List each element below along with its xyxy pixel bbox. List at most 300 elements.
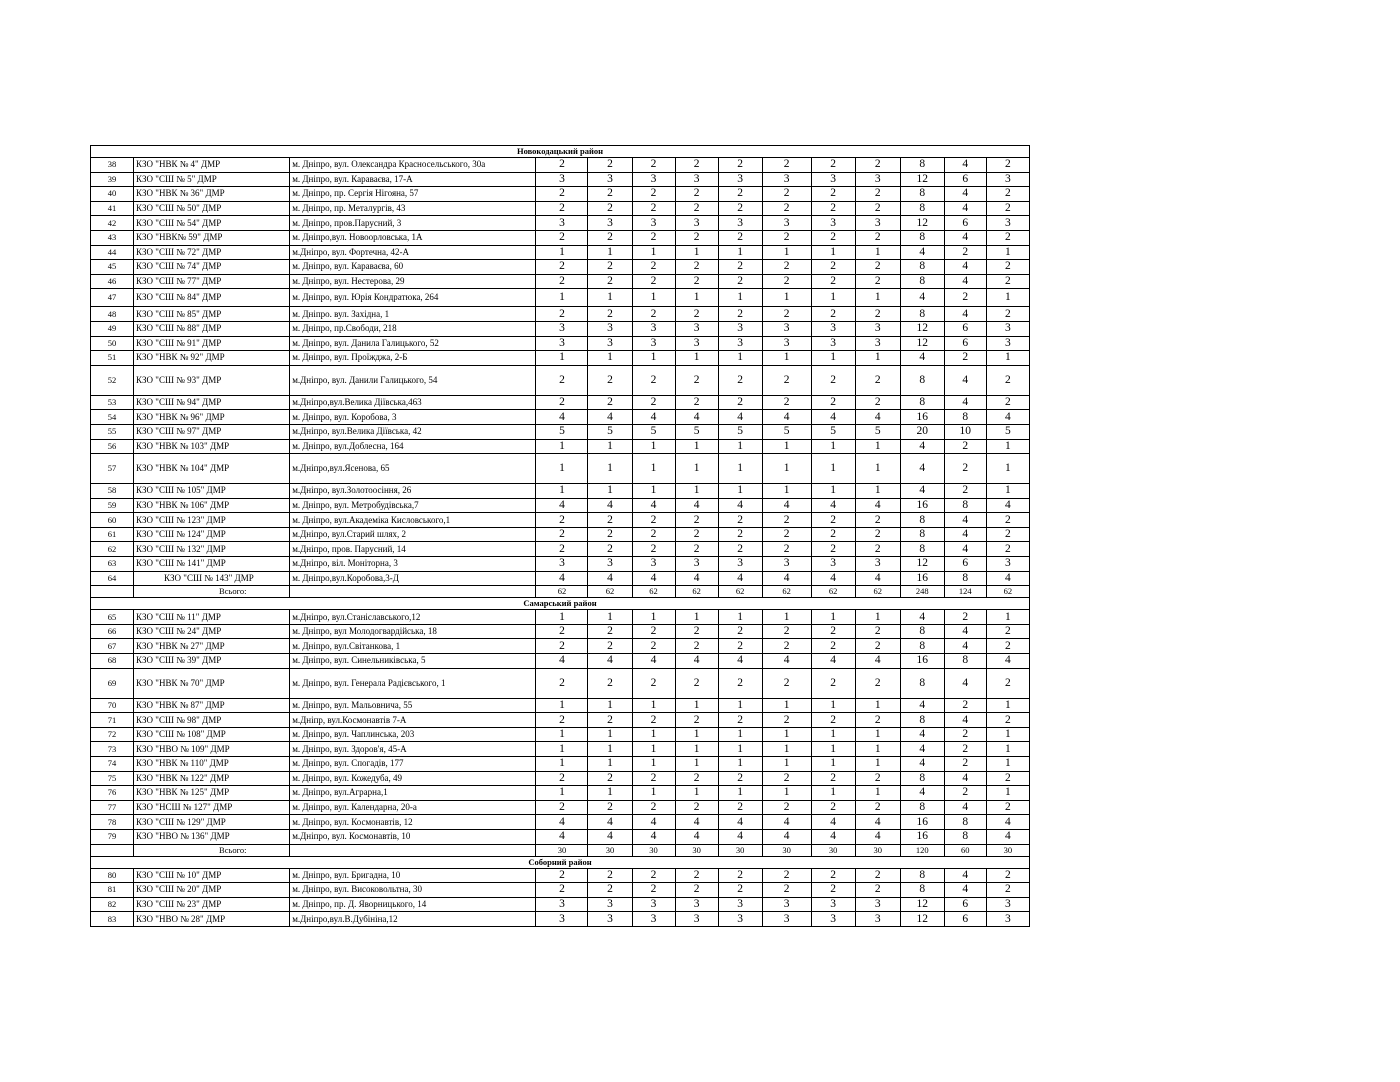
row-number: 45 — [91, 260, 134, 275]
value-cell: 4 — [536, 410, 588, 425]
total-value: 30 — [855, 844, 900, 856]
row-number: 61 — [91, 527, 134, 542]
value-cell: 2 — [811, 527, 855, 542]
value-cell: 8 — [900, 868, 944, 883]
table-row — [91, 498, 1030, 513]
value-cell: 3 — [675, 336, 718, 351]
value-cell: 2 — [944, 727, 986, 742]
school-address: м.Дніпро, пров. Парусний, 14 — [290, 542, 536, 557]
value-cell: 4 — [986, 654, 1029, 669]
value-cell: 2 — [536, 868, 588, 883]
value-cell: 3 — [986, 172, 1029, 187]
school-address: м. Дніпро, вул Молодогвардійська, 18 — [290, 624, 536, 639]
value-cell: 4 — [900, 351, 944, 366]
value-cell: 1 — [632, 786, 675, 801]
value-cell: 2 — [632, 527, 675, 542]
value-cell: 8 — [900, 274, 944, 289]
value-cell: 1 — [536, 757, 588, 772]
value-cell: 4 — [986, 410, 1029, 425]
value-cell: 2 — [855, 639, 900, 654]
value-cell: 1 — [632, 439, 675, 454]
value-cell: 3 — [986, 557, 1029, 572]
value-cell: 12 — [900, 321, 944, 336]
value-cell: 3 — [811, 897, 855, 912]
value-cell: 1 — [855, 484, 900, 499]
row-number: 60 — [91, 513, 134, 528]
table-row — [91, 424, 1030, 439]
value-cell: 16 — [900, 498, 944, 513]
value-cell: 2 — [588, 307, 632, 322]
school-name: КЗО "НВО № 28" ДМР — [134, 912, 290, 927]
value-cell: 2 — [986, 187, 1029, 202]
total-empty — [290, 586, 536, 598]
value-cell: 8 — [944, 654, 986, 669]
value-cell: 8 — [944, 815, 986, 830]
value-cell: 4 — [944, 771, 986, 786]
value-cell: 2 — [762, 187, 811, 202]
value-cell: 1 — [762, 439, 811, 454]
value-cell: 2 — [855, 260, 900, 275]
row-number: 76 — [91, 786, 134, 801]
row-number: 62 — [91, 542, 134, 557]
value-cell: 16 — [900, 410, 944, 425]
value-cell: 3 — [536, 216, 588, 231]
school-address: м. Дніпро, вул. Високовольтна, 30 — [290, 883, 536, 898]
value-cell: 2 — [762, 230, 811, 245]
value-cell: 4 — [944, 513, 986, 528]
value-cell: 4 — [944, 201, 986, 216]
value-cell: 1 — [855, 786, 900, 801]
value-cell: 8 — [900, 260, 944, 275]
value-cell: 6 — [944, 897, 986, 912]
total-value: 124 — [944, 586, 986, 598]
value-cell: 4 — [944, 187, 986, 202]
value-cell: 1 — [588, 289, 632, 307]
value-cell: 1 — [811, 245, 855, 260]
value-cell: 2 — [632, 187, 675, 202]
value-cell: 2 — [536, 307, 588, 322]
value-cell: 3 — [762, 912, 811, 927]
value-cell: 4 — [632, 829, 675, 844]
value-cell: 2 — [986, 771, 1029, 786]
value-cell: 4 — [900, 289, 944, 307]
value-cell: 2 — [536, 771, 588, 786]
value-cell: 2 — [762, 395, 811, 410]
value-cell: 2 — [588, 201, 632, 216]
value-cell: 6 — [944, 321, 986, 336]
value-cell: 4 — [855, 815, 900, 830]
value-cell: 4 — [986, 815, 1029, 830]
school-name: КЗО "СШ № 123" ДМР — [134, 513, 290, 528]
school-name: КЗО "НВК№ 59" ДМР — [134, 230, 290, 245]
value-cell: 4 — [588, 815, 632, 830]
value-cell: 4 — [944, 365, 986, 395]
value-cell: 3 — [632, 557, 675, 572]
value-cell: 3 — [986, 897, 1029, 912]
value-cell: 4 — [811, 498, 855, 513]
value-cell: 1 — [632, 757, 675, 772]
value-cell: 4 — [675, 498, 718, 513]
total-value: 62 — [986, 586, 1029, 598]
value-cell: 3 — [536, 557, 588, 572]
school-name: КЗО "СШ № 85" ДМР — [134, 307, 290, 322]
value-cell: 1 — [762, 786, 811, 801]
value-cell: 2 — [675, 800, 718, 815]
table-row — [91, 454, 1030, 484]
value-cell: 4 — [944, 260, 986, 275]
total-empty — [91, 844, 134, 856]
table-row — [91, 557, 1030, 572]
value-cell: 3 — [675, 216, 718, 231]
total-value: 62 — [536, 586, 588, 598]
value-cell: 2 — [632, 307, 675, 322]
value-cell: 1 — [855, 351, 900, 366]
value-cell: 4 — [986, 571, 1029, 586]
value-cell: 2 — [762, 771, 811, 786]
row-number: 57 — [91, 454, 134, 484]
value-cell: 1 — [811, 698, 855, 713]
value-cell: 3 — [588, 912, 632, 927]
value-cell: 4 — [811, 829, 855, 844]
value-cell: 4 — [762, 829, 811, 844]
value-cell: 5 — [718, 424, 762, 439]
value-cell: 1 — [986, 289, 1029, 307]
school-address: м. Дніпро, вул.Світанкова, 1 — [290, 639, 536, 654]
value-cell: 4 — [944, 230, 986, 245]
total-value: 30 — [762, 844, 811, 856]
value-cell: 3 — [675, 557, 718, 572]
school-address: м. Дніпро, вул. Здоров'я, 45-А — [290, 742, 536, 757]
value-cell: 2 — [944, 289, 986, 307]
value-cell: 1 — [811, 484, 855, 499]
value-cell: 5 — [986, 424, 1029, 439]
value-cell: 1 — [675, 698, 718, 713]
total-value: 30 — [632, 844, 675, 856]
school-name: КЗО "НВК № 87" ДМР — [134, 698, 290, 713]
value-cell: 2 — [675, 527, 718, 542]
value-cell: 1 — [675, 727, 718, 742]
value-cell: 2 — [675, 201, 718, 216]
value-cell: 2 — [718, 542, 762, 557]
value-cell: 8 — [900, 527, 944, 542]
value-cell: 2 — [588, 365, 632, 395]
row-number: 72 — [91, 727, 134, 742]
table-row — [91, 289, 1030, 307]
value-cell: 3 — [718, 321, 762, 336]
value-cell: 2 — [855, 187, 900, 202]
value-cell: 3 — [762, 216, 811, 231]
value-cell: 2 — [718, 527, 762, 542]
school-address: м. Дніпро, вул. Космонавтів, 12 — [290, 815, 536, 830]
row-number: 77 — [91, 800, 134, 815]
value-cell: 1 — [986, 610, 1029, 625]
value-cell: 3 — [632, 336, 675, 351]
value-cell: 2 — [944, 742, 986, 757]
value-cell: 16 — [900, 654, 944, 669]
value-cell: 1 — [986, 698, 1029, 713]
value-cell: 8 — [900, 713, 944, 728]
value-cell: 8 — [900, 639, 944, 654]
value-cell: 2 — [675, 260, 718, 275]
school-address: м. Дніпро,вул. Новоорловська, 1А — [290, 230, 536, 245]
value-cell: 12 — [900, 336, 944, 351]
total-value: 62 — [632, 586, 675, 598]
value-cell: 8 — [900, 800, 944, 815]
value-cell: 2 — [632, 624, 675, 639]
value-cell: 2 — [536, 542, 588, 557]
row-number: 56 — [91, 439, 134, 454]
school-address: м. Дніпро, вул. Олександра Красносельського, 30а — [290, 158, 536, 173]
table-row — [91, 639, 1030, 654]
total-value: 60 — [944, 844, 986, 856]
value-cell: 2 — [811, 639, 855, 654]
value-cell: 4 — [900, 698, 944, 713]
school-address: м.Дніпро,вул.Велика Діївська,463 — [290, 395, 536, 410]
table-row — [91, 610, 1030, 625]
row-number: 40 — [91, 187, 134, 202]
value-cell: 1 — [675, 484, 718, 499]
value-cell: 4 — [762, 571, 811, 586]
school-name: КЗО "СШ № 54" ДМР — [134, 216, 290, 231]
row-number: 44 — [91, 245, 134, 260]
value-cell: 1 — [855, 454, 900, 484]
school-address: м.Дніпр, вул.Космонавтів 7-А — [290, 713, 536, 728]
value-cell: 1 — [536, 727, 588, 742]
value-cell: 2 — [718, 868, 762, 883]
value-cell: 3 — [632, 216, 675, 231]
value-cell: 4 — [944, 868, 986, 883]
value-cell: 2 — [986, 800, 1029, 815]
value-cell: 1 — [536, 484, 588, 499]
value-cell: 2 — [588, 624, 632, 639]
value-cell: 1 — [536, 245, 588, 260]
value-cell: 1 — [718, 245, 762, 260]
value-cell: 1 — [632, 484, 675, 499]
school-address: м. Дніпро, вул. Чаплинська, 203 — [290, 727, 536, 742]
value-cell: 2 — [536, 883, 588, 898]
table-row — [91, 742, 1030, 757]
value-cell: 2 — [762, 201, 811, 216]
value-cell: 2 — [718, 771, 762, 786]
value-cell: 2 — [986, 365, 1029, 395]
value-cell: 4 — [588, 829, 632, 844]
value-cell: 3 — [855, 216, 900, 231]
value-cell: 1 — [855, 757, 900, 772]
row-number: 83 — [91, 912, 134, 927]
value-cell: 2 — [811, 513, 855, 528]
value-cell: 1 — [855, 289, 900, 307]
value-cell: 2 — [718, 201, 762, 216]
value-cell: 1 — [718, 727, 762, 742]
value-cell: 3 — [811, 216, 855, 231]
value-cell: 1 — [588, 610, 632, 625]
value-cell: 1 — [536, 786, 588, 801]
value-cell: 4 — [944, 395, 986, 410]
value-cell: 2 — [588, 639, 632, 654]
value-cell: 2 — [632, 513, 675, 528]
value-cell: 4 — [900, 484, 944, 499]
value-cell: 2 — [675, 395, 718, 410]
value-cell: 4 — [536, 815, 588, 830]
value-cell: 1 — [811, 727, 855, 742]
value-cell: 2 — [536, 365, 588, 395]
value-cell: 2 — [944, 610, 986, 625]
value-cell: 1 — [855, 439, 900, 454]
value-cell: 2 — [718, 365, 762, 395]
school-address: м. Дніпро, пр.Свободи, 218 — [290, 321, 536, 336]
value-cell: 2 — [675, 513, 718, 528]
value-cell: 2 — [986, 307, 1029, 322]
value-cell: 4 — [762, 815, 811, 830]
school-address: м. Дніпро, вул. Календарна, 20-а — [290, 800, 536, 815]
value-cell: 2 — [588, 668, 632, 698]
school-name: КЗО "СШ № 93" ДМР — [134, 365, 290, 395]
value-cell: 20 — [900, 424, 944, 439]
value-cell: 1 — [588, 742, 632, 757]
table-row — [91, 158, 1030, 173]
value-cell: 5 — [855, 424, 900, 439]
school-address: м.Дніпро,вул.Ясенова, 65 — [290, 454, 536, 484]
table-row — [91, 201, 1030, 216]
value-cell: 2 — [632, 158, 675, 173]
value-cell: 2 — [718, 187, 762, 202]
total-label: Всього: — [134, 586, 290, 598]
row-number: 78 — [91, 815, 134, 830]
value-cell: 2 — [811, 274, 855, 289]
value-cell: 3 — [762, 557, 811, 572]
value-cell: 2 — [675, 883, 718, 898]
school-name: КЗО "СШ № 98" ДМР — [134, 713, 290, 728]
value-cell: 2 — [762, 639, 811, 654]
value-cell: 4 — [855, 410, 900, 425]
school-address: м. Дніпро, вул. Нестерова, 29 — [290, 274, 536, 289]
school-name: КЗО "СШ № 72" ДМР — [134, 245, 290, 260]
value-cell: 8 — [900, 230, 944, 245]
row-number: 68 — [91, 654, 134, 669]
value-cell: 4 — [944, 624, 986, 639]
value-cell: 4 — [632, 410, 675, 425]
value-cell: 1 — [675, 742, 718, 757]
value-cell: 2 — [855, 771, 900, 786]
total-value: 62 — [718, 586, 762, 598]
school-address: м. Дніпро, вул. Метробудівська,7 — [290, 498, 536, 513]
value-cell: 2 — [762, 527, 811, 542]
value-cell: 1 — [536, 698, 588, 713]
value-cell: 3 — [762, 336, 811, 351]
value-cell: 4 — [675, 654, 718, 669]
value-cell: 3 — [718, 912, 762, 927]
value-cell: 1 — [986, 727, 1029, 742]
value-cell: 8 — [944, 829, 986, 844]
value-cell: 2 — [986, 868, 1029, 883]
value-cell: 2 — [986, 201, 1029, 216]
value-cell: 4 — [588, 410, 632, 425]
value-cell: 4 — [944, 883, 986, 898]
value-cell: 3 — [855, 336, 900, 351]
value-cell: 1 — [986, 351, 1029, 366]
row-number: 58 — [91, 484, 134, 499]
value-cell: 1 — [718, 454, 762, 484]
value-cell: 1 — [762, 727, 811, 742]
table-row — [91, 654, 1030, 669]
value-cell: 12 — [900, 912, 944, 927]
value-cell: 2 — [762, 260, 811, 275]
table-row — [91, 216, 1030, 231]
table-row — [91, 727, 1030, 742]
value-cell: 1 — [762, 610, 811, 625]
value-cell: 2 — [632, 713, 675, 728]
school-address: м. Дніпро, вул. Юрія Кондратюка, 264 — [290, 289, 536, 307]
row-number: 47 — [91, 289, 134, 307]
value-cell: 8 — [900, 624, 944, 639]
row-number: 53 — [91, 395, 134, 410]
value-cell: 5 — [675, 424, 718, 439]
value-cell: 1 — [718, 610, 762, 625]
value-cell: 2 — [632, 771, 675, 786]
school-name: КЗО "СШ № 124" ДМР — [134, 527, 290, 542]
total-value: 62 — [588, 586, 632, 598]
value-cell: 4 — [944, 713, 986, 728]
value-cell: 3 — [632, 912, 675, 927]
section-header — [91, 146, 1030, 158]
value-cell: 2 — [675, 639, 718, 654]
value-cell: 1 — [718, 351, 762, 366]
value-cell: 2 — [986, 395, 1029, 410]
value-cell: 1 — [811, 351, 855, 366]
value-cell: 2 — [718, 274, 762, 289]
school-name: КЗО "НВК № 106" ДМР — [134, 498, 290, 513]
schools-table — [90, 145, 1030, 927]
value-cell: 2 — [536, 639, 588, 654]
value-cell: 3 — [588, 897, 632, 912]
value-cell: 1 — [762, 698, 811, 713]
school-name: КЗО "СШ № 143" ДМР — [134, 571, 290, 586]
value-cell: 4 — [536, 498, 588, 513]
school-address: м. Дніпро, пр. Сергія Нігояна, 57 — [290, 187, 536, 202]
table-row — [91, 713, 1030, 728]
value-cell: 4 — [900, 245, 944, 260]
value-cell: 3 — [811, 172, 855, 187]
value-cell: 6 — [944, 336, 986, 351]
value-cell: 2 — [986, 513, 1029, 528]
table-row — [91, 336, 1030, 351]
value-cell: 2 — [536, 513, 588, 528]
district-title: Новокодацький район — [91, 146, 1030, 158]
row-number: 42 — [91, 216, 134, 231]
school-name: КЗО "НВК № 104" ДМР — [134, 454, 290, 484]
value-cell: 2 — [811, 713, 855, 728]
value-cell: 2 — [855, 274, 900, 289]
value-cell: 3 — [536, 897, 588, 912]
value-cell: 1 — [855, 610, 900, 625]
value-cell: 2 — [811, 771, 855, 786]
table-row — [91, 897, 1030, 912]
value-cell: 3 — [536, 336, 588, 351]
school-address: м. Дніпро, вул.Доблесна, 164 — [290, 439, 536, 454]
value-cell: 2 — [718, 230, 762, 245]
value-cell: 4 — [944, 542, 986, 557]
value-cell: 16 — [900, 829, 944, 844]
value-cell: 4 — [718, 410, 762, 425]
value-cell: 1 — [718, 698, 762, 713]
value-cell: 2 — [718, 260, 762, 275]
value-cell: 1 — [762, 742, 811, 757]
school-name: КЗО "СШ № 88" ДМР — [134, 321, 290, 336]
value-cell: 1 — [588, 454, 632, 484]
value-cell: 3 — [718, 557, 762, 572]
school-name: КЗО "СШ № 23" ДМР — [134, 897, 290, 912]
value-cell: 6 — [944, 216, 986, 231]
